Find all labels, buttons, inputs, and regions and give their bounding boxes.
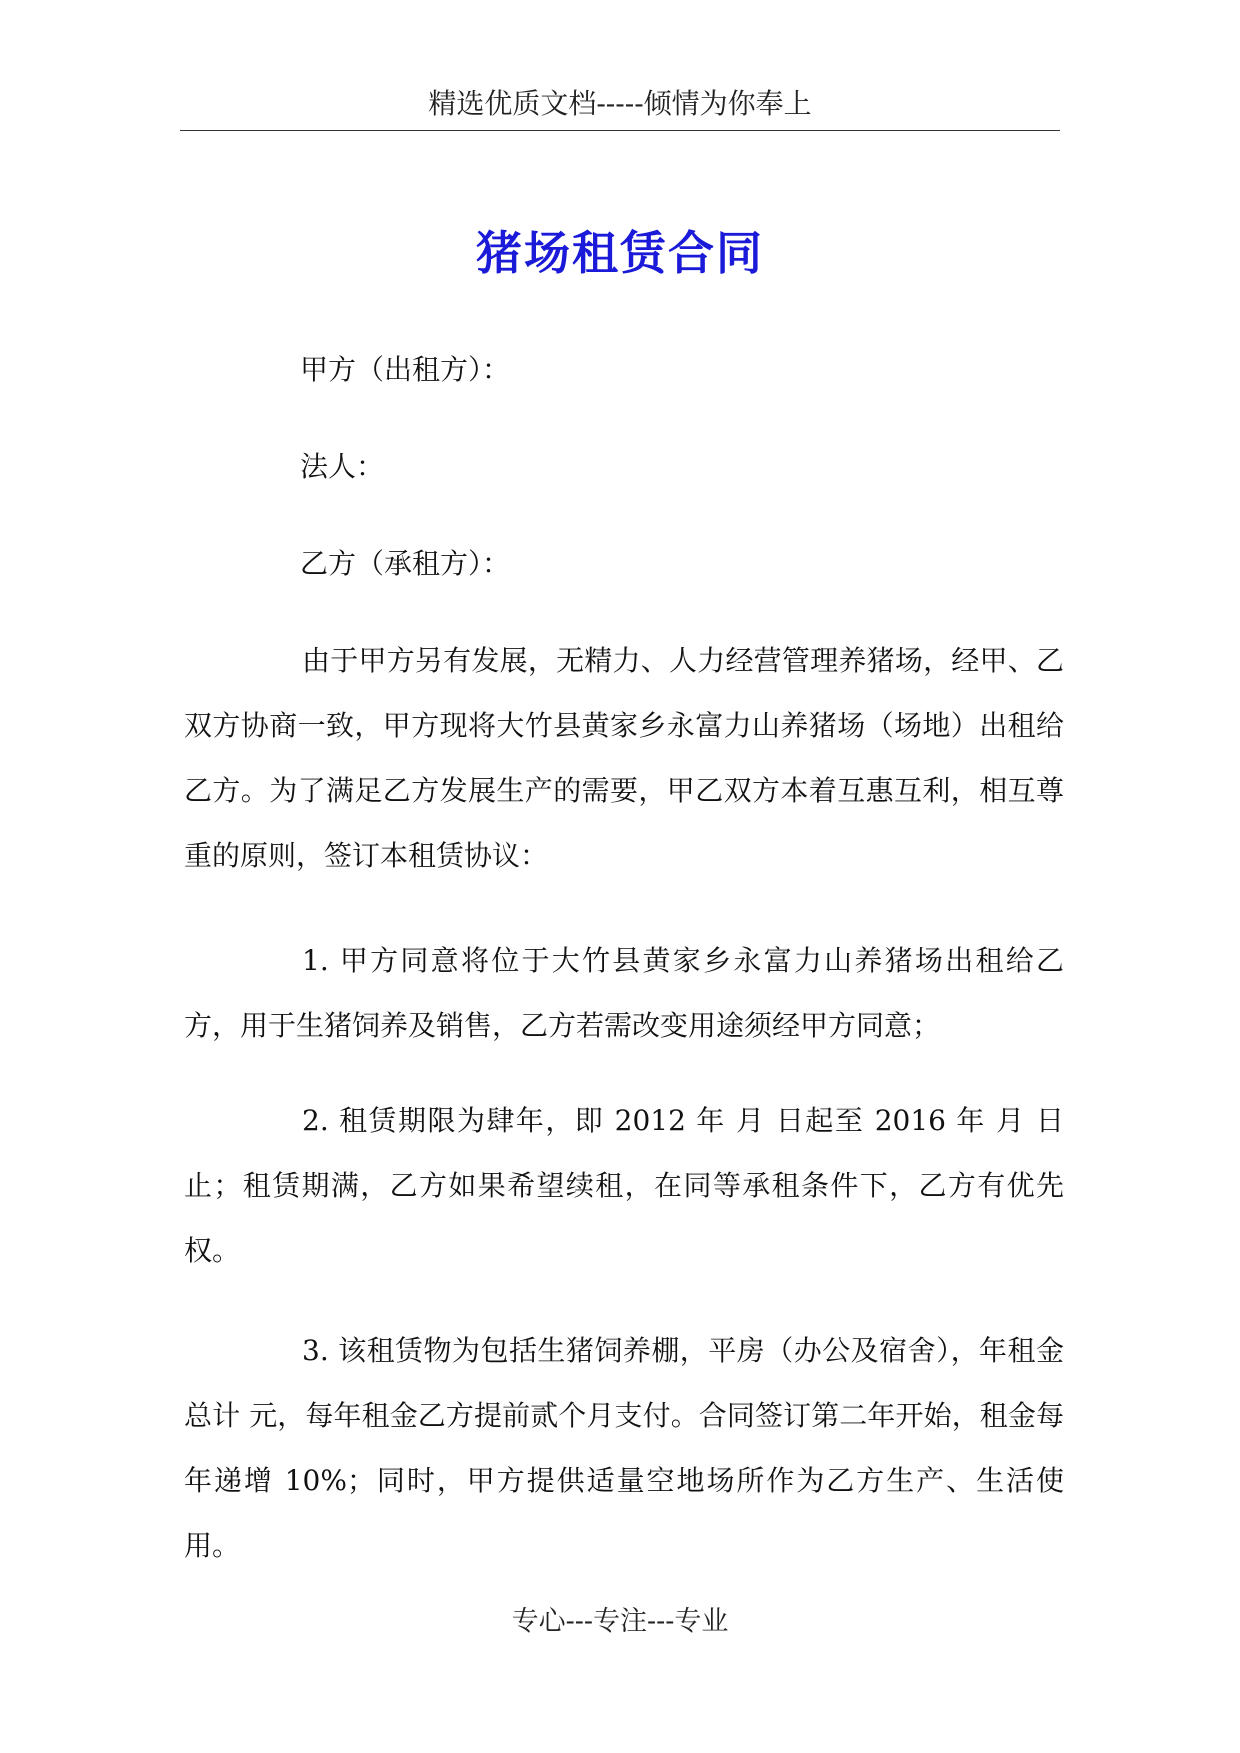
- clause-2: 2. 租赁期限为肆年，即 2012 年 月 日起至 2016 年 月 日止；租赁期满，乙方如果希望续租，在同等承租条件下，乙方有优先权。: [184, 1104, 1064, 1267]
- party-b-label: 乙方（承租方）：: [300, 547, 511, 580]
- clause-3: 3. 该租赁物为包括生猪饲养棚，平房（办公及宿舍），年租金总计 元，每年租金乙方提前贰个月支付。合同签订第二年开始，租金每年递增 10%；同时，甲方提供适量空地场所作为乙方生产、生活使用。: [184, 1334, 1064, 1562]
- intro-paragraph: 由于甲方另有发展，无精力、人力经营管理养猪场，经甲、乙双方协商一致，甲方现将大竹县黄家乡永富力山养猪场（场地）出租给乙方。为了满足乙方发展生产的需要，甲乙双方本着互惠互利，相互尊重的原则，签订本租赁协议：: [184, 644, 1064, 872]
- page-header: 精选优质文档-----倾情为你奉上: [180, 78, 1060, 131]
- legal-person-label: 法人：: [300, 450, 385, 483]
- document-title: 猪场租赁合同: [476, 226, 764, 280]
- clause-1: 1. 甲方同意将位于大竹县黄家乡永富力山养猪场出租给乙方，用于生猪饲养及销售，乙方若需改变用途须经甲方同意；: [184, 944, 1064, 1042]
- page-footer: 专心---专注---专业: [511, 1606, 729, 1637]
- party-a-label: 甲方（出租方）：: [300, 353, 511, 386]
